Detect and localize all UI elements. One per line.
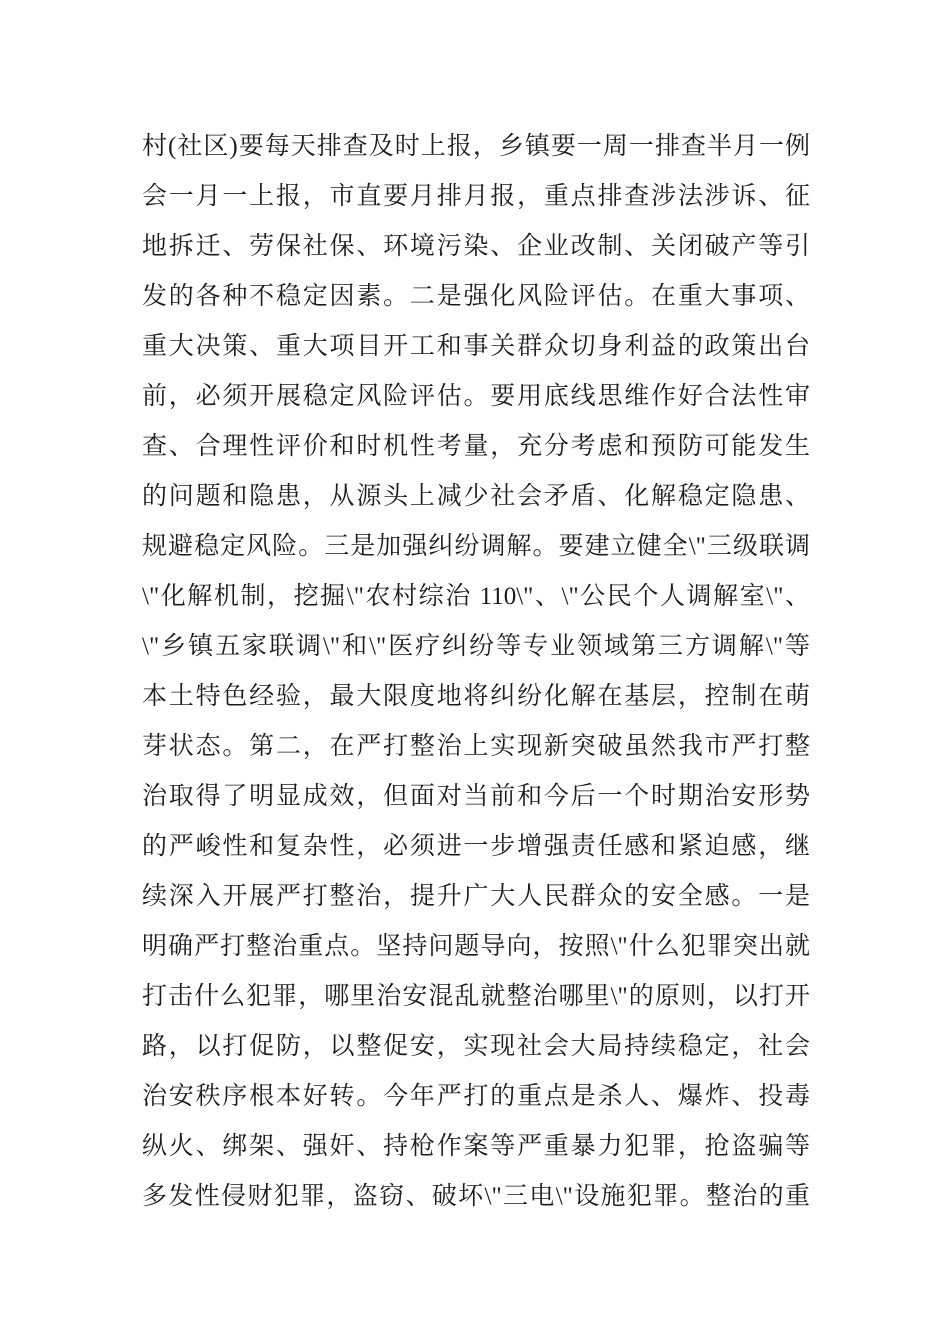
text-line: 纵火、绑架、强奸、持枪作案等严重暴力犯罪，抢盗骗等 [142, 1133, 810, 1160]
text-line: 本土特色经验，最大限度地将纠纷化解在基层，控制在萌 [142, 683, 810, 710]
text-line: 明确严打整治重点。坚持问题导向，按照\"什么犯罪突出就 [142, 933, 810, 960]
text-line: 续深入开展严打整治，提升广大人民群众的安全感。一是 [142, 883, 810, 910]
text-line: 芽状态。第二，在严打整治上实现新突破虽然我市严打整 [142, 733, 810, 760]
text-line: 重大决策、重大项目开工和事关群众切身利益的政策出台 [142, 333, 810, 360]
document-text-block [142, 122, 810, 1222]
text-line: 村(社区)要每天排查及时上报，乡镇要一周一排查半月一例 [142, 133, 810, 160]
text-line: 会一月一上报，市直要月排月报，重点排查涉法涉诉、征 [142, 183, 810, 210]
text-line: \"化解机制，挖掘\"农村综治 110\"、\"公民个人调解室\"、 [142, 583, 810, 610]
text-line: 地拆迁、劳保社保、环境污染、企业改制、关闭破产等引 [142, 233, 810, 260]
text-line: 打击什么犯罪，哪里治安混乱就整治哪里\"的原则，以打开 [142, 983, 810, 1010]
text-line: 治安秩序根本好转。今年严打的重点是杀人、爆炸、投毒 [142, 1083, 810, 1110]
text-line: 路，以打促防，以整促安，实现社会大局持续稳定，社会 [142, 1033, 810, 1060]
text-line: 前，必须开展稳定风险评估。要用底线思维作好合法性审 [142, 383, 810, 410]
text-line: 的严峻性和复杂性，必须进一步增强责任感和紧迫感，继 [142, 833, 810, 860]
text-line: 多发性侵财犯罪，盗窃、破坏\"三电\"设施犯罪。整治的重 [142, 1183, 810, 1210]
text-line: 查、合理性评价和时机性考量，充分考虑和预防可能发生 [142, 433, 810, 460]
text-line: \"乡镇五家联调\"和\"医疗纠纷等专业领域第三方调解\"等 [142, 633, 810, 660]
text-line: 发的各种不稳定因素。二是强化风险评估。在重大事项、 [142, 283, 810, 310]
text-line: 规避稳定风险。三是加强纠纷调解。要建立健全\"三级联调 [142, 533, 810, 560]
text-line: 治取得了明显成效，但面对当前和今后一个时期治安形势 [142, 783, 810, 810]
text-line: 的问题和隐患，从源头上减少社会矛盾、化解稳定隐患、 [142, 483, 810, 510]
